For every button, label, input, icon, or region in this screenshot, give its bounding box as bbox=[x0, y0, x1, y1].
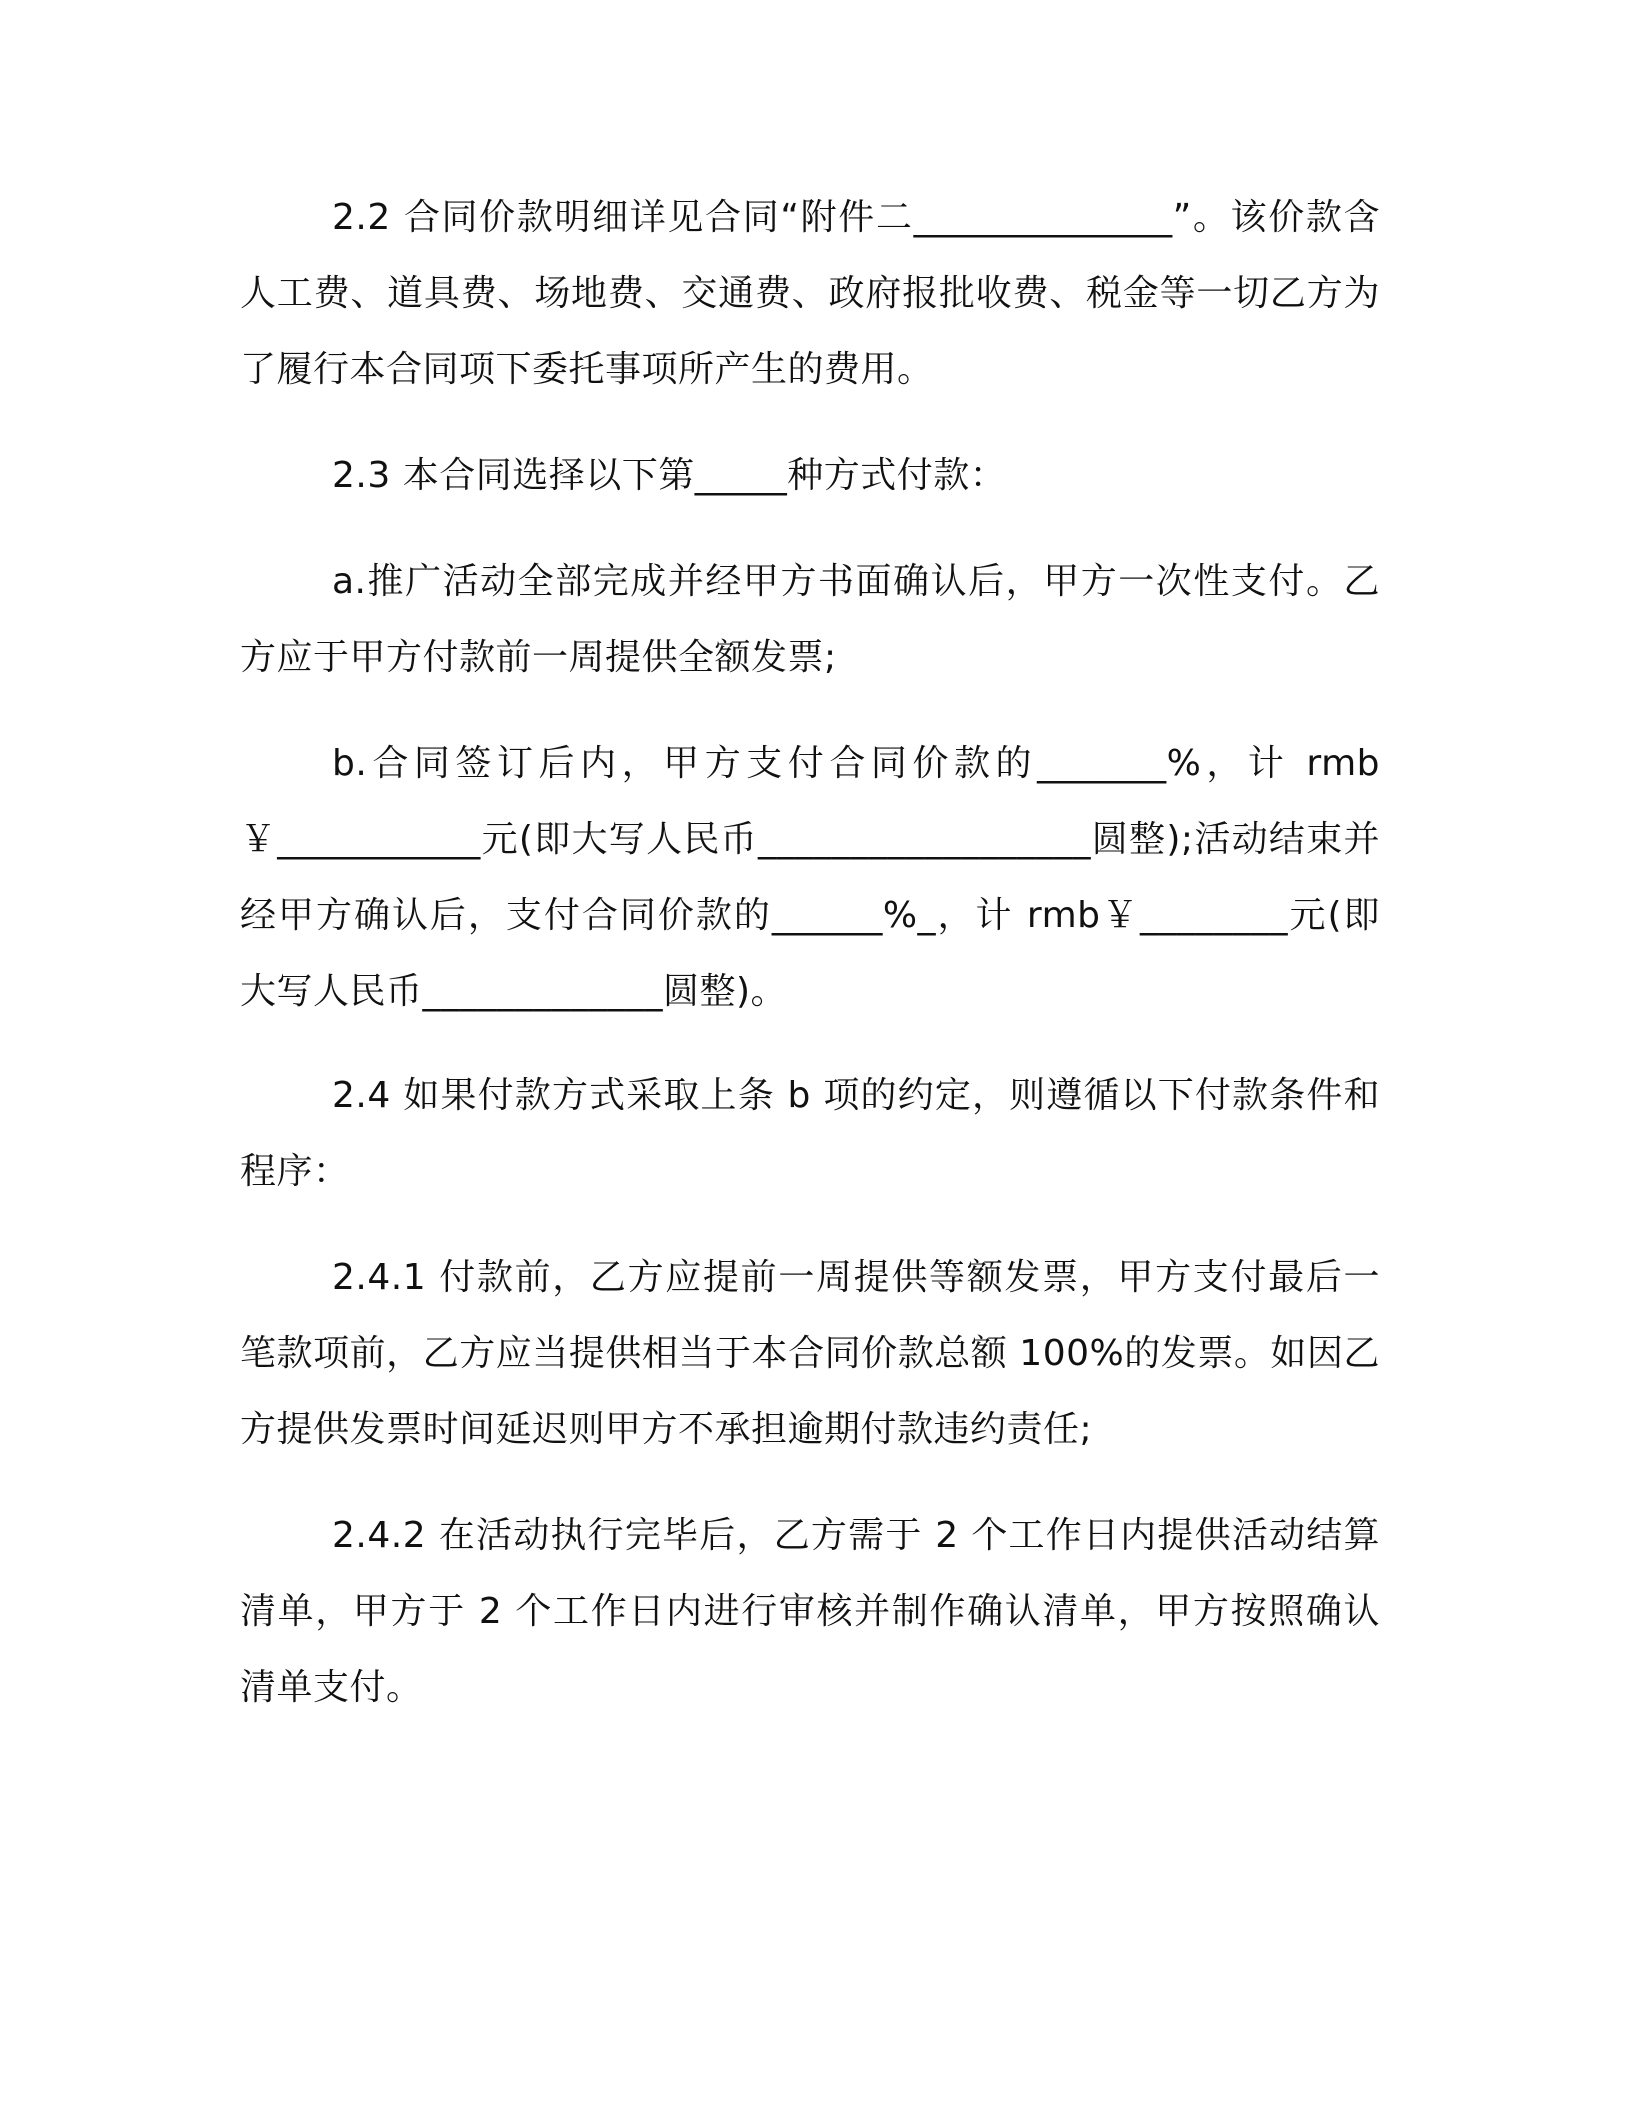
clause-2-4-2-paragraph: 2.4.2 在活动执行完毕后，乙方需于 2 个工作日内提供活动结算清单，甲方于 2 个工作日内进行审核并制作确认清单，甲方按照确认清单支付。 bbox=[240, 1515, 1380, 1708]
clause-2-4-1-paragraph: 2.4.1 付款前，乙方应提前一周提供等额发票，甲方支付最后一笔款项前，乙方应当提供相当于本合同价款总额 100%的发票。如因乙方提供发票时间延迟则甲方不承担逾期付款违约责任; bbox=[240, 1257, 1380, 1450]
clause-2-3-paragraph: 2.3 本合同选择以下第_____种方式付款： bbox=[332, 455, 1007, 496]
clause-2-4-paragraph: 2.4 如果付款方式采取上条 b 项的约定，则遵循以下付款条件和程序： bbox=[240, 1075, 1380, 1192]
clause-2-2-paragraph: 2.2 合同价款明细详见合同“附件二______________”。该价款含人工费、道具费、场地费、交通费、政府报批收费、税金等一切乙方为了履行本合同项下委托事项所产生的费用。 bbox=[240, 197, 1380, 390]
option-a-paragraph: a.推广活动全部完成并经甲方书面确认后，甲方一次性支付。乙方应于甲方付款前一周提供全额发票; bbox=[240, 561, 1380, 678]
option-b-paragraph: b.合同签订后内，甲方支付合同价款的_______%，计 rmb ￥___________元(即大写人民币__________________圆整);活动结束并经甲方确认后，支付合同价款的______%_，计 rmb￥________元(即大写人民币_____________圆整)。 bbox=[240, 743, 1380, 1012]
